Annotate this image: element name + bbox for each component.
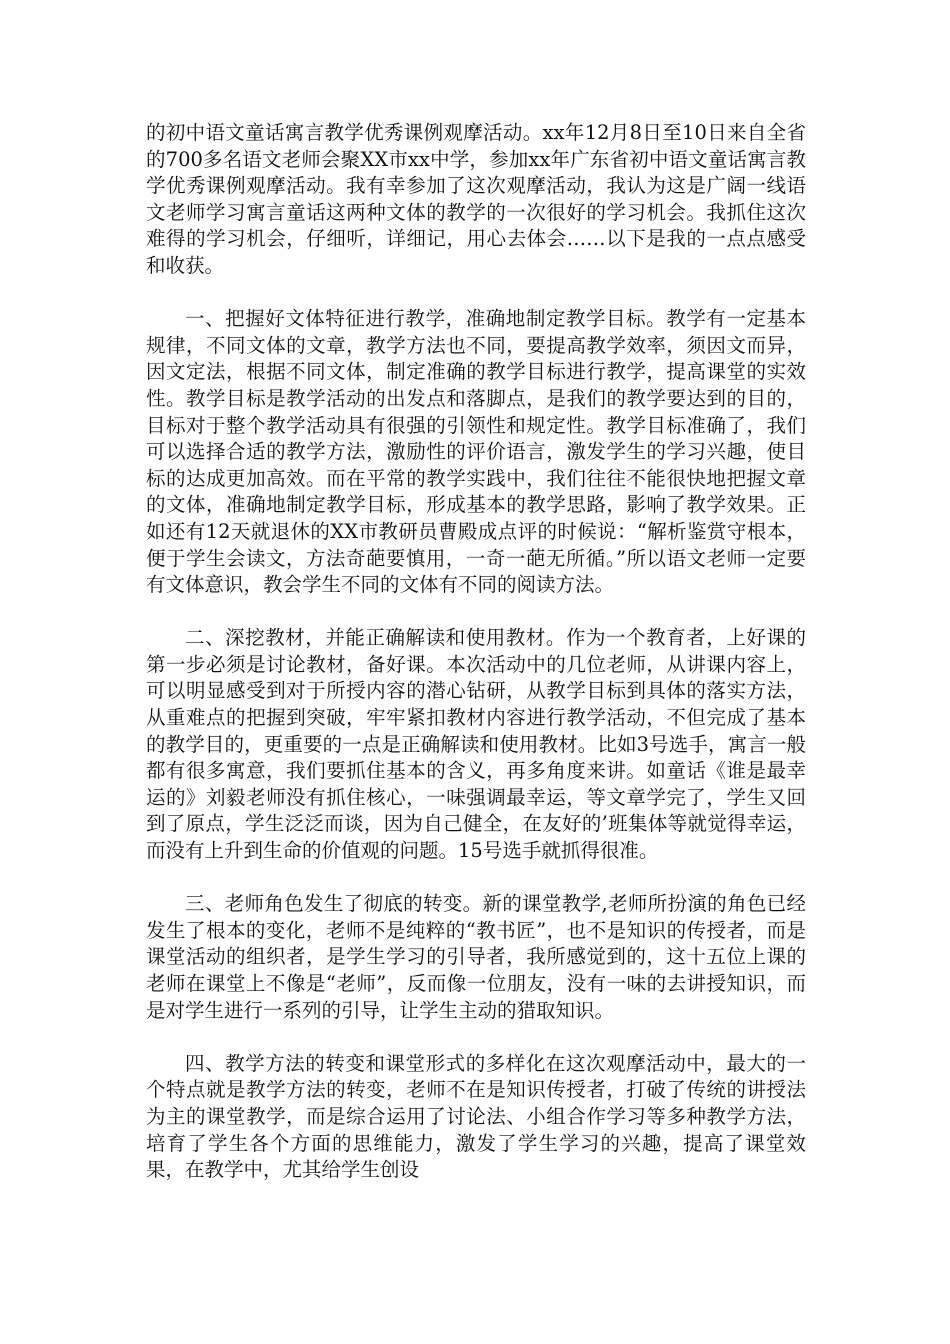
paragraph-point-3: 三、老师角色发生了彻底的转变。新的课堂教学,老师所扮演的角色已经发生了根本的变化，老师不是纯粹的“教书匠”，也不是知识的传授者，而是课堂活动的组织者，是学生学习的引导者，我所感觉到的，这十五位上课的老师在课堂上不像是“老师”，反而像一位朋友，没有一味的去讲授知识，而是对学生进行一系列的引导，让学生主动的猎取知识。: [146, 892, 806, 1022]
paragraph-point-2: 二、深挖教材，并能正确解读和使用教材。作为一个教育者，上好课的第一步必须是讨论教材，备好课。本次活动中的几位老师，从讲课内容上，可以明显感受到对于所授内容的潜心钻研，从教学目标到具体的落实方法，从重难点的把握到突破，牢牢紧扣教材内容进行教学活动，不但完成了基本的教学目的，更重要的一点是正确解读和使用教材。比如3号选手，寓言一般都有很多寓意，我们要抓住基本的含义，再多角度来讲。如童话《谁是最幸运的》刘毅老师没有抓住核心，一味强调最幸运，等文章学完了，学生又回到了原点，学生泛泛而谈，因为自己健全，在友好的’班集体等就觉得幸运，而没有上升到生命的价值观的问题。15号选手就抓得很准。: [146, 626, 806, 863]
paragraph-intro: 的初中语文童话寓言教学优秀课例观摩活动。xx年12月8日至10日来自全省的700多名语文老师会聚XX市xx中学，参加xx年广东省初中语文童话寓言教学优秀课例观摩活动。我有幸参加了这次观摩活动，我认为这是广阔一线语文老师学习寓言童话这两种文体的教学的一次很好的学习机会。我抓住这次难得的学习机会，仔细听，详细记，用心去体会……以下是我的一点点感受和收获。: [146, 121, 806, 277]
paragraph-point-1: 一、把握好文体特征进行教学，准确地制定教学目标。教学有一定基本规律，不同文体的文章，教学方法也不同，要提高教学效率，须因文而异，因文定法，根据不同文体，制定准确的教学目标进行教学，提高课堂的实效性。教学目标是教学活动的出发点和落脚点，是我们的教学要达到的目的，目标对于整个教学活动具有很强的引领性和规定性。教学目标准确了，我们可以选择合适的教学方法，激励性的评价语言，激发学生的学习兴趣，使目标的达成更加高效。而在平常的教学实践中，我们往往不能很快地把握文章的文体，准确地制定教学目标，形成基本的教学思路，影响了教学效果。正如还有12天就退休的XX市教研员曹殿成点评的时候说：“解析鉴赏守根本，便于学生会读文，方法奇葩要慎用，一奇一葩无所循。”所以语文老师一定要有文体意识，教会学生不同的文体有不同的阅读方法。: [146, 307, 806, 597]
paragraph-point-4: 四、教学方法的转变和课堂形式的多样化在这次观摩活动中，最大的一个特点就是教学方法的转变，老师不在是知识传授者，打破了传统的讲授法为主的课堂教学，而是综合运用了讨论法、小组合作学习等多种教学方法，培育了学生各个方面的思维能力，激发了学生学习的兴趣，提高了课堂效果，在教学中，尤其给学生创设: [146, 1051, 806, 1182]
document-body: [146, 120, 806, 1184]
